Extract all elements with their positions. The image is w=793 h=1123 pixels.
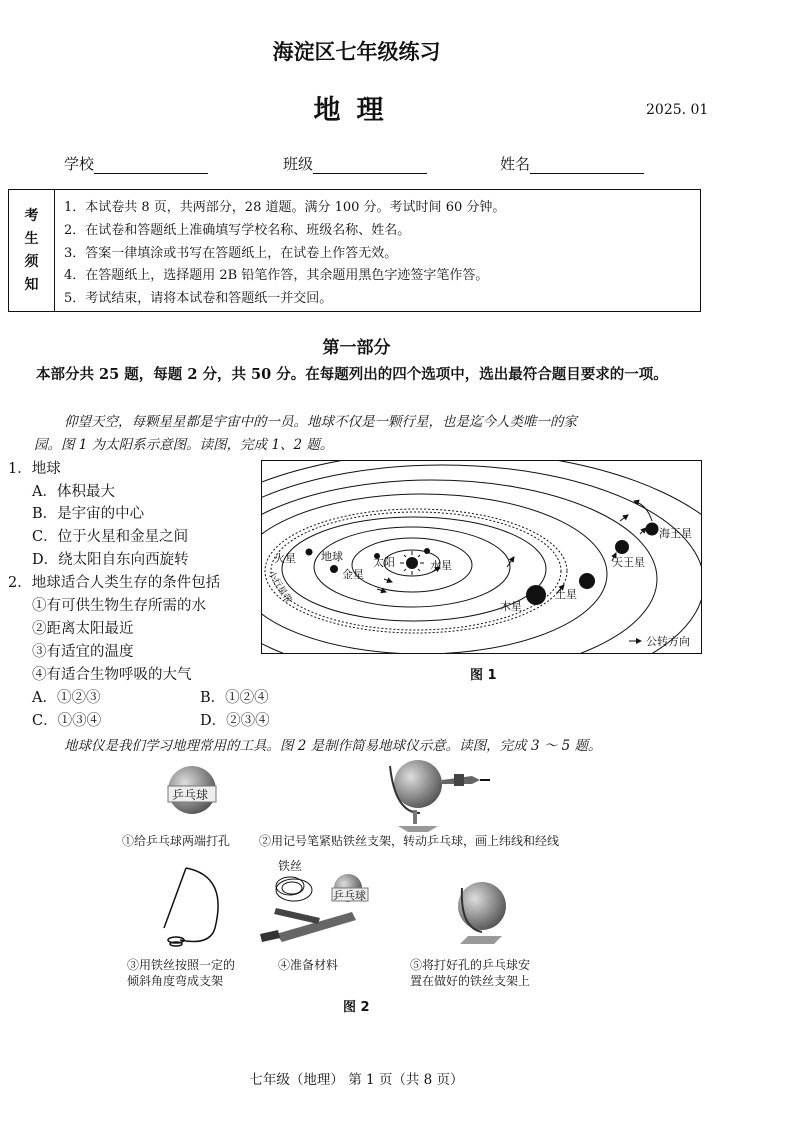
notice-item: 5．考试结束，请将本试卷和答题纸一并交回。 [64, 291, 333, 307]
figure-2-caption: 图 2 [343, 1000, 370, 1015]
sun-label: 太阳 [373, 556, 395, 569]
q1-option-a[interactable]: A．体积最大 [32, 484, 115, 500]
question-1-stem: 1．地球 [8, 461, 61, 477]
name-label: 姓名 [500, 155, 531, 173]
neptune-icon [646, 523, 659, 536]
notice-items [64, 197, 505, 311]
q2-condition: ③有适宜的温度 [32, 644, 134, 660]
intro-globe: 地球仪是我们学习地理常用的工具。图 2 是制作简易地球仪示意。读图，完成 3 ～ 5 题。 [64, 738, 602, 754]
mercury-label: 水星 [430, 559, 452, 572]
saturn-icon [579, 573, 595, 589]
notice-item: 1．本试卷共 8 页，共两部分，28 道题。满分 100 分。考试时间 60 分钟。 [64, 200, 506, 215]
step-3-caption-line2: 倾斜角度弯成支架 [127, 974, 224, 988]
step-1-caption: ①给乒乓球两端打孔 [122, 834, 231, 848]
q1-option-d[interactable]: D．绕太阳自东向西旋转 [32, 552, 189, 568]
neptune-label: 海王星 [659, 527, 692, 540]
q2-option-c[interactable]: C．①③④ [32, 713, 102, 729]
asteroid-belt-label: 小行星带 [265, 569, 294, 606]
sun-icon [400, 551, 424, 575]
notice-item: 4．在答题纸上，选择题用 2B 铅笔作答，其余题用黑色字迹签字笔作答。 [64, 268, 489, 284]
orbit-saturn [262, 480, 657, 654]
saturn-label: 土星 [555, 588, 577, 601]
q2-option-d[interactable]: D．②③④ [200, 713, 270, 729]
solar-system-diagram [262, 461, 702, 654]
exam-region-title: 海淀区七年级练习 [272, 39, 441, 64]
svg-text:乒乓球: 乒乓球 [172, 788, 209, 802]
step-4-caption: ④准备材料 [278, 958, 339, 972]
q2-option-a[interactable]: A．①②③ [32, 690, 101, 706]
school-field[interactable] [64, 153, 208, 174]
notice-item: 2．在试卷和答题纸上准确填写学校名称、班级名称、姓名。 [64, 222, 411, 238]
intro-line: 仰望天空，每颗星星都是宇宙中的一员。地球不仅是一颗行星，也是迄今人类唯一的家 [64, 414, 577, 430]
jupiter-label: 木星 [500, 600, 522, 613]
direction-label: 公转方向 [646, 635, 690, 648]
name-field[interactable] [500, 153, 644, 174]
globe-making-figure [120, 758, 620, 988]
step-5-caption-line2: 置在做好的铁丝支架上 [410, 974, 531, 988]
q1-option-b[interactable]: B．是宇宙的中心 [32, 506, 145, 522]
step-5-caption: ⑤将打好孔的乒乓球安 [410, 958, 531, 972]
mercury-icon [424, 548, 430, 554]
earth-icon [330, 565, 338, 573]
class-field[interactable] [283, 153, 427, 174]
q1-option-c[interactable]: C．位于火星和金星之间 [32, 529, 189, 545]
mars-icon [306, 549, 313, 556]
svg-text:乒乓球: 乒乓球 [333, 889, 366, 902]
venus-label: 金星 [342, 568, 364, 581]
exam-notice-box [8, 189, 701, 312]
ping-pong-ball-icon [168, 766, 216, 814]
globe-drawing-icon [390, 760, 490, 832]
jupiter-icon [526, 585, 546, 605]
solar-system-figure [261, 460, 702, 654]
step-3-caption: ③用铁丝按照一定的 [127, 958, 236, 972]
question-2-stem: 2．地球适合人类生存的条件包括 [8, 575, 221, 591]
intro-line: 园。图 1 为太阳系示意图。读图，完成 1、2 题。 [34, 437, 334, 453]
materials-icon [260, 858, 368, 942]
svg-text:铁丝: 铁丝 [278, 859, 303, 873]
uranus-icon [615, 540, 629, 554]
earth-label: 地球 [321, 550, 343, 563]
q2-condition: ④有适合生物呼吸的大气 [32, 667, 192, 683]
step-2-caption: ②用记号笔紧贴铁丝支架，转动乒乓球，画上纬线和经线 [259, 834, 560, 848]
subject-title: 地理 [313, 95, 400, 126]
figure-1-caption: 图 1 [470, 668, 497, 683]
q2-condition: ②距离太阳最近 [32, 621, 134, 637]
uranus-label: 天王星 [612, 556, 645, 569]
class-label: 班级 [283, 155, 314, 173]
page-footer: 七年级（地理） 第 1 页（共 8 页） [249, 1072, 464, 1088]
wire-stand-icon [164, 868, 218, 946]
assembled-globe-icon [458, 882, 506, 944]
mars-label: 火星 [274, 552, 296, 565]
exam-date: 2025. 01 [646, 102, 709, 118]
notice-side-label: 考 生 须 知 [9, 190, 55, 311]
notice-item: 3．答案一律填涂或书写在答题纸上，在试卷上作答无效。 [64, 245, 398, 261]
section-title: 第一部分 [322, 338, 391, 358]
school-label: 学校 [64, 155, 95, 173]
section-instructions: 本部分共 25 题，每题 2 分，共 50 分。在每题列出的四个选项中，选出最符合题目要求的一项。 [36, 366, 668, 383]
q2-option-b[interactable]: B．①②④ [200, 690, 269, 706]
q2-condition: ①有可供生物生存所需的水 [32, 598, 206, 614]
